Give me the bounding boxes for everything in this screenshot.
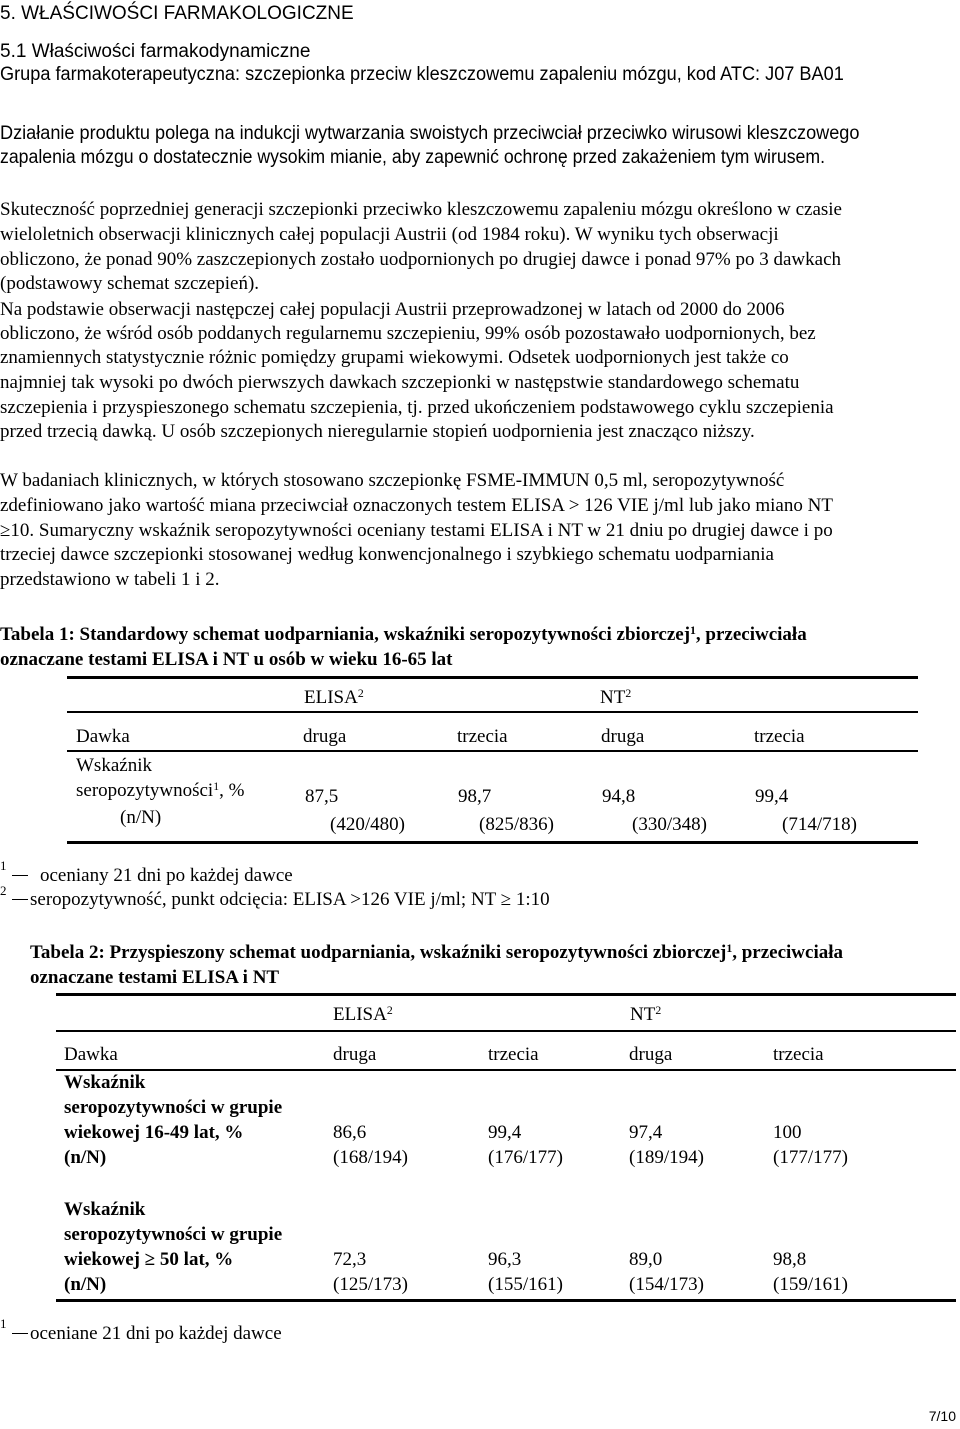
- table-2-header-rule: [56, 1069, 956, 1071]
- table-1-caption: Tabela 1: Standardowy schemat uodparniania, wskaźniki seropozytywności zbiorczej$^1$, przeciwciała: [0, 623, 807, 645]
- table-cell: 98,7: [458, 786, 492, 807]
- pharmacotherapeutic-group: Grupa farmakoterapeutyczna: szczepionka przeciw kleszczowemu zapaleniu mózgu, kod ATC: J07 BA01: [0, 64, 844, 85]
- row-label: seropozytywności$^1$, %: [76, 779, 245, 801]
- table-cell: 99,4: [755, 786, 789, 807]
- table-cell: 94,8: [602, 786, 636, 807]
- row-label: Wskaźnik: [64, 1199, 146, 1220]
- table-2-bottom-rule: [56, 1299, 956, 1302]
- table-cell: (330/348): [632, 814, 707, 835]
- table-cell: (714/718): [782, 814, 857, 835]
- text-line: przedstawiono w tabeli 1 i 2.: [0, 569, 220, 590]
- text-line: znamiennych statystycznie różnic pomiędzy grupami wiekowymi. Odsetek uodpornionych jest także co: [0, 347, 789, 368]
- table-cell: (177/177): [773, 1147, 848, 1168]
- dose-label: Dawka: [64, 1044, 118, 1065]
- table-cell: 96,3: [488, 1249, 522, 1270]
- table-cell: 87,5: [305, 786, 339, 807]
- table-1-group-rule: [67, 711, 918, 713]
- table-1-header-rule: [67, 750, 918, 752]
- table-cell: 99,4: [488, 1122, 522, 1143]
- dose-header: trzecia: [773, 1044, 824, 1065]
- row-label: wiekowej ≥ 50 lat, %: [64, 1249, 234, 1270]
- table-cell: 89,0: [629, 1249, 663, 1270]
- table-cell: 100: [773, 1122, 802, 1143]
- text-line: zapalenia mózgu o dostatecznie wysokim mianie, aby zapewnić ochronę przed zakażeniem tym wirusem.: [0, 147, 825, 168]
- table-cell: (168/194): [333, 1147, 408, 1168]
- footnote-dash: [12, 1333, 28, 1334]
- row-label: seropozytywności w grupie: [64, 1224, 283, 1245]
- footnote-text: oceniany 21 dni po każdej dawce: [40, 865, 293, 886]
- row-label: (n/N): [120, 807, 162, 828]
- table-cell: 98,8: [773, 1249, 807, 1270]
- row-label: (n/N): [64, 1147, 107, 1168]
- table-1-top-rule: [67, 676, 918, 679]
- text-line: najmniej tak wysoki po dwóch pierwszych dawkach szczepionki w następstwie standardowego schematu: [0, 372, 800, 393]
- table-cell: 72,3: [333, 1249, 367, 1270]
- table-cell: (155/161): [488, 1274, 563, 1295]
- footnote-number: 1: [0, 1316, 7, 1331]
- dose-header: druga: [333, 1044, 377, 1065]
- text-line: Na podstawie obserwacji następczej całej populacji Austrii przeprowadzonej w latach od 2000 do 2006: [0, 299, 785, 320]
- footnote-text: oceniane 21 dni po każdej dawce: [30, 1323, 282, 1344]
- text-line: Skuteczność poprzedniej generacji szczepionki przeciwko kleszczowemu zapaleniu mózgu określono w czasie: [0, 199, 842, 220]
- dose-header: trzecia: [457, 726, 508, 747]
- footnote-text: seropozytywność, punkt odcięcia: ELISA >126 VIE j/ml; NT ≥ 1:10: [30, 889, 550, 910]
- footnote-number: 1: [0, 858, 7, 873]
- table-2-group-rule: [56, 1030, 956, 1032]
- footnote-number: 2: [0, 883, 7, 898]
- text-line: Działanie produktu polega na indukcji wytwarzania swoistych przeciwciał przeciwko wirusowi kleszczowego: [0, 123, 860, 144]
- table-1-caption-line2: oznaczane testami ELISA i NT u osób w wieku 16-65 lat: [0, 649, 453, 670]
- column-group-nt: $NT^2$: [600, 686, 632, 708]
- column-group-elisa: ELISA$^2$: [304, 686, 364, 708]
- footnote-dash: [12, 875, 28, 876]
- column-group-nt: $NT^2$: [630, 1003, 662, 1025]
- dose-header: trzecia: [754, 726, 805, 747]
- column-group-elisa: ELISA$^2$: [333, 1003, 393, 1025]
- text-line: przed trzecią dawką. U osób szczepionych nieregularnie stopień uodpornienia jest znacząco niższy.: [0, 421, 755, 442]
- section-title: 5. WŁAŚCIWOŚCI FARMAKOLOGICZNE: [0, 3, 354, 24]
- row-label: Wskaźnik: [76, 755, 152, 776]
- row-label: Wskaźnik: [64, 1072, 146, 1093]
- table-2-top-rule: [56, 993, 956, 996]
- text-line: trzeciej dawce szczepionki stosowanej według konwencjonalnego i szybkiego schematu uodparniania: [0, 544, 774, 565]
- dose-header: druga: [629, 1044, 673, 1065]
- table-cell: (825/836): [479, 814, 554, 835]
- dose-header: druga: [303, 726, 347, 747]
- table-cell: (125/173): [333, 1274, 408, 1295]
- table-2-caption-line2: oznaczane testami ELISA i NT: [30, 967, 280, 988]
- text-line: wieloletnich obserwacji klinicznych całej populacji Austrii (od 1984 roku). W wyniku tych obserwacji: [0, 224, 779, 245]
- table-cell: (176/177): [488, 1147, 563, 1168]
- text-line: W badaniach klinicznych, w których stosowano szczepionkę FSME-IMMUN 0,5 ml, seropozytywność: [0, 470, 785, 491]
- text-line: ≥10. Sumaryczny wskaźnik seropozytywności oceniany testami ELISA i NT w 21 dniu po drugiej dawce i po: [0, 520, 833, 541]
- table-cell: 97,4: [629, 1122, 663, 1143]
- table-1-bottom-rule: [67, 841, 918, 844]
- footnote-dash: [12, 899, 28, 900]
- table-cell: (154/173): [629, 1274, 704, 1295]
- row-label: seropozytywności w grupie: [64, 1097, 283, 1118]
- dose-header: druga: [601, 726, 645, 747]
- table-cell: (420/480): [330, 814, 405, 835]
- table-2-caption: Tabela 2: Przyspieszony schemat uodparniania, wskaźniki seropozytywności zbiorczej$^1$, przeciwciała: [30, 941, 844, 963]
- table-cell: (189/194): [629, 1147, 704, 1168]
- text-line: zdefiniowano jako wartość miana przeciwciał oznaczonych testem ELISA > 126 VIE j/ml lub jako miano NT: [0, 495, 833, 516]
- row-label: wiekowej 16-49 lat, %: [64, 1122, 244, 1143]
- text-line: (podstawowy schemat szczepień).: [0, 273, 260, 294]
- dose-header: trzecia: [488, 1044, 539, 1065]
- table-cell: 86,6: [333, 1122, 367, 1143]
- text-line: obliczono, że wśród osób poddanych regularnemu szczepieniu, 99% osób pozostawało uodpornionych, bez: [0, 323, 816, 344]
- dose-label: Dawka: [76, 726, 130, 747]
- row-label: (n/N): [64, 1274, 107, 1295]
- text-line: obliczono, że ponad 90% zaszczepionych zostało uodpornionych po drugiej dawce i ponad 97% po 3 dawkach: [0, 249, 842, 270]
- subsection-title: 5.1 Właściwości farmakodynamiczne: [0, 41, 311, 62]
- page-number: 7/10: [928, 1408, 956, 1424]
- table-cell: (159/161): [773, 1274, 848, 1295]
- text-line: szczepienia i przyspieszonego schematu szczepienia, tj. przed ukończeniem podstawowego cyklu szczepienia: [0, 397, 834, 418]
